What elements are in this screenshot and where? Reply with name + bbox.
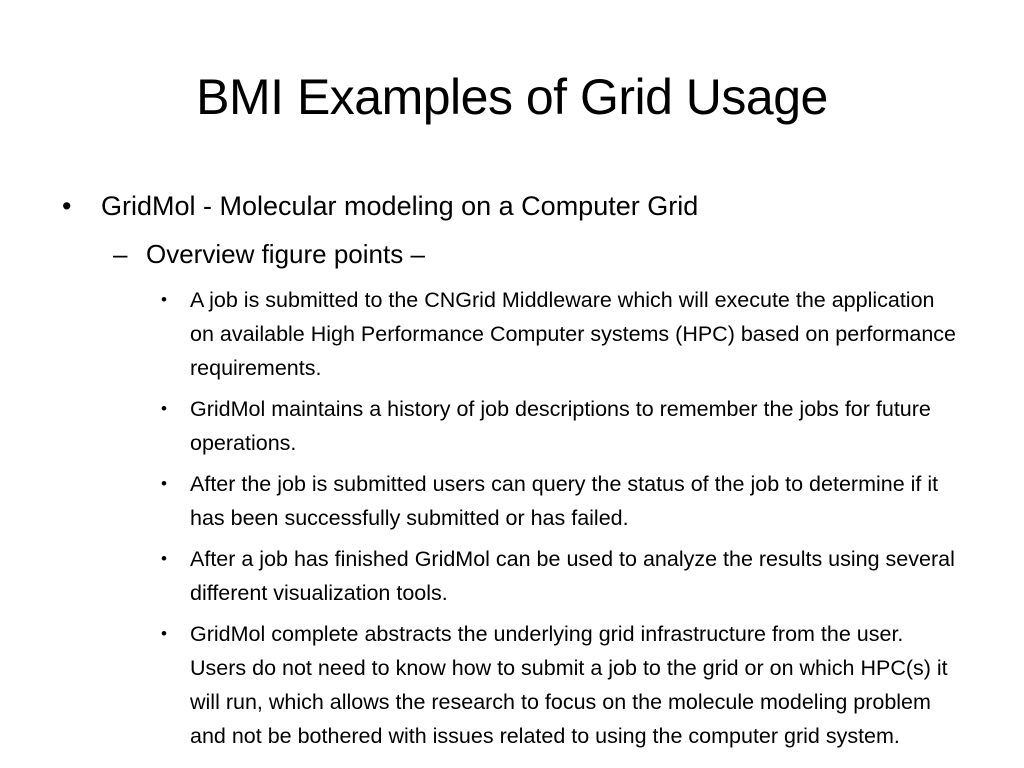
bullet-level3-text: GridMol maintains a history of job descriptions to remember the jobs for future operations. bbox=[190, 397, 931, 455]
bullet-glyph: • bbox=[161, 624, 167, 643]
bullet-level1-text: GridMol - Molecular modeling on a Computer Grid bbox=[101, 191, 699, 221]
bullet-glyph: • bbox=[161, 290, 167, 309]
bullet-level3-text: After a job has finished GridMol can be used to analyze the results using several different visualization tools. bbox=[190, 547, 955, 605]
bullet-level3-item bbox=[161, 467, 960, 535]
bullet-glyph: • bbox=[161, 474, 167, 493]
bullet-glyph: • bbox=[62, 191, 72, 221]
bullet-level3-item bbox=[161, 283, 960, 385]
bullet-level3-list bbox=[161, 283, 961, 760]
bullet-level3-text: GridMol complete abstracts the underlying grid infrastructure from the user. Users do not need to know how to submit a job to the grid or on which HPC(s) it will run, which allows the research to focus on the molecule modeling problem and not be bothered with issues related to using the computer grid system. bbox=[190, 622, 948, 748]
bullet-level3-text: A job is submitted to the CNGrid Middleware which will execute the application on available High Performance Computer systems (HPC) based on performance requirements. bbox=[190, 288, 956, 380]
bullet-level3-item bbox=[161, 542, 960, 610]
bullet-level3-text: After the job is submitted users can query the status of the job to determine if it has been successfully submitted or has failed. bbox=[190, 472, 939, 530]
bullet-level3-item bbox=[161, 617, 960, 753]
slide-title: BMI Examples of Grid Usage bbox=[196, 69, 828, 125]
bullet-level3-item bbox=[161, 392, 960, 460]
bullet-glyph: • bbox=[161, 549, 167, 568]
bullet-level2-text: Overview figure points – bbox=[146, 239, 425, 269]
dash-glyph: – bbox=[113, 239, 128, 269]
bullet-glyph: • bbox=[161, 399, 167, 418]
